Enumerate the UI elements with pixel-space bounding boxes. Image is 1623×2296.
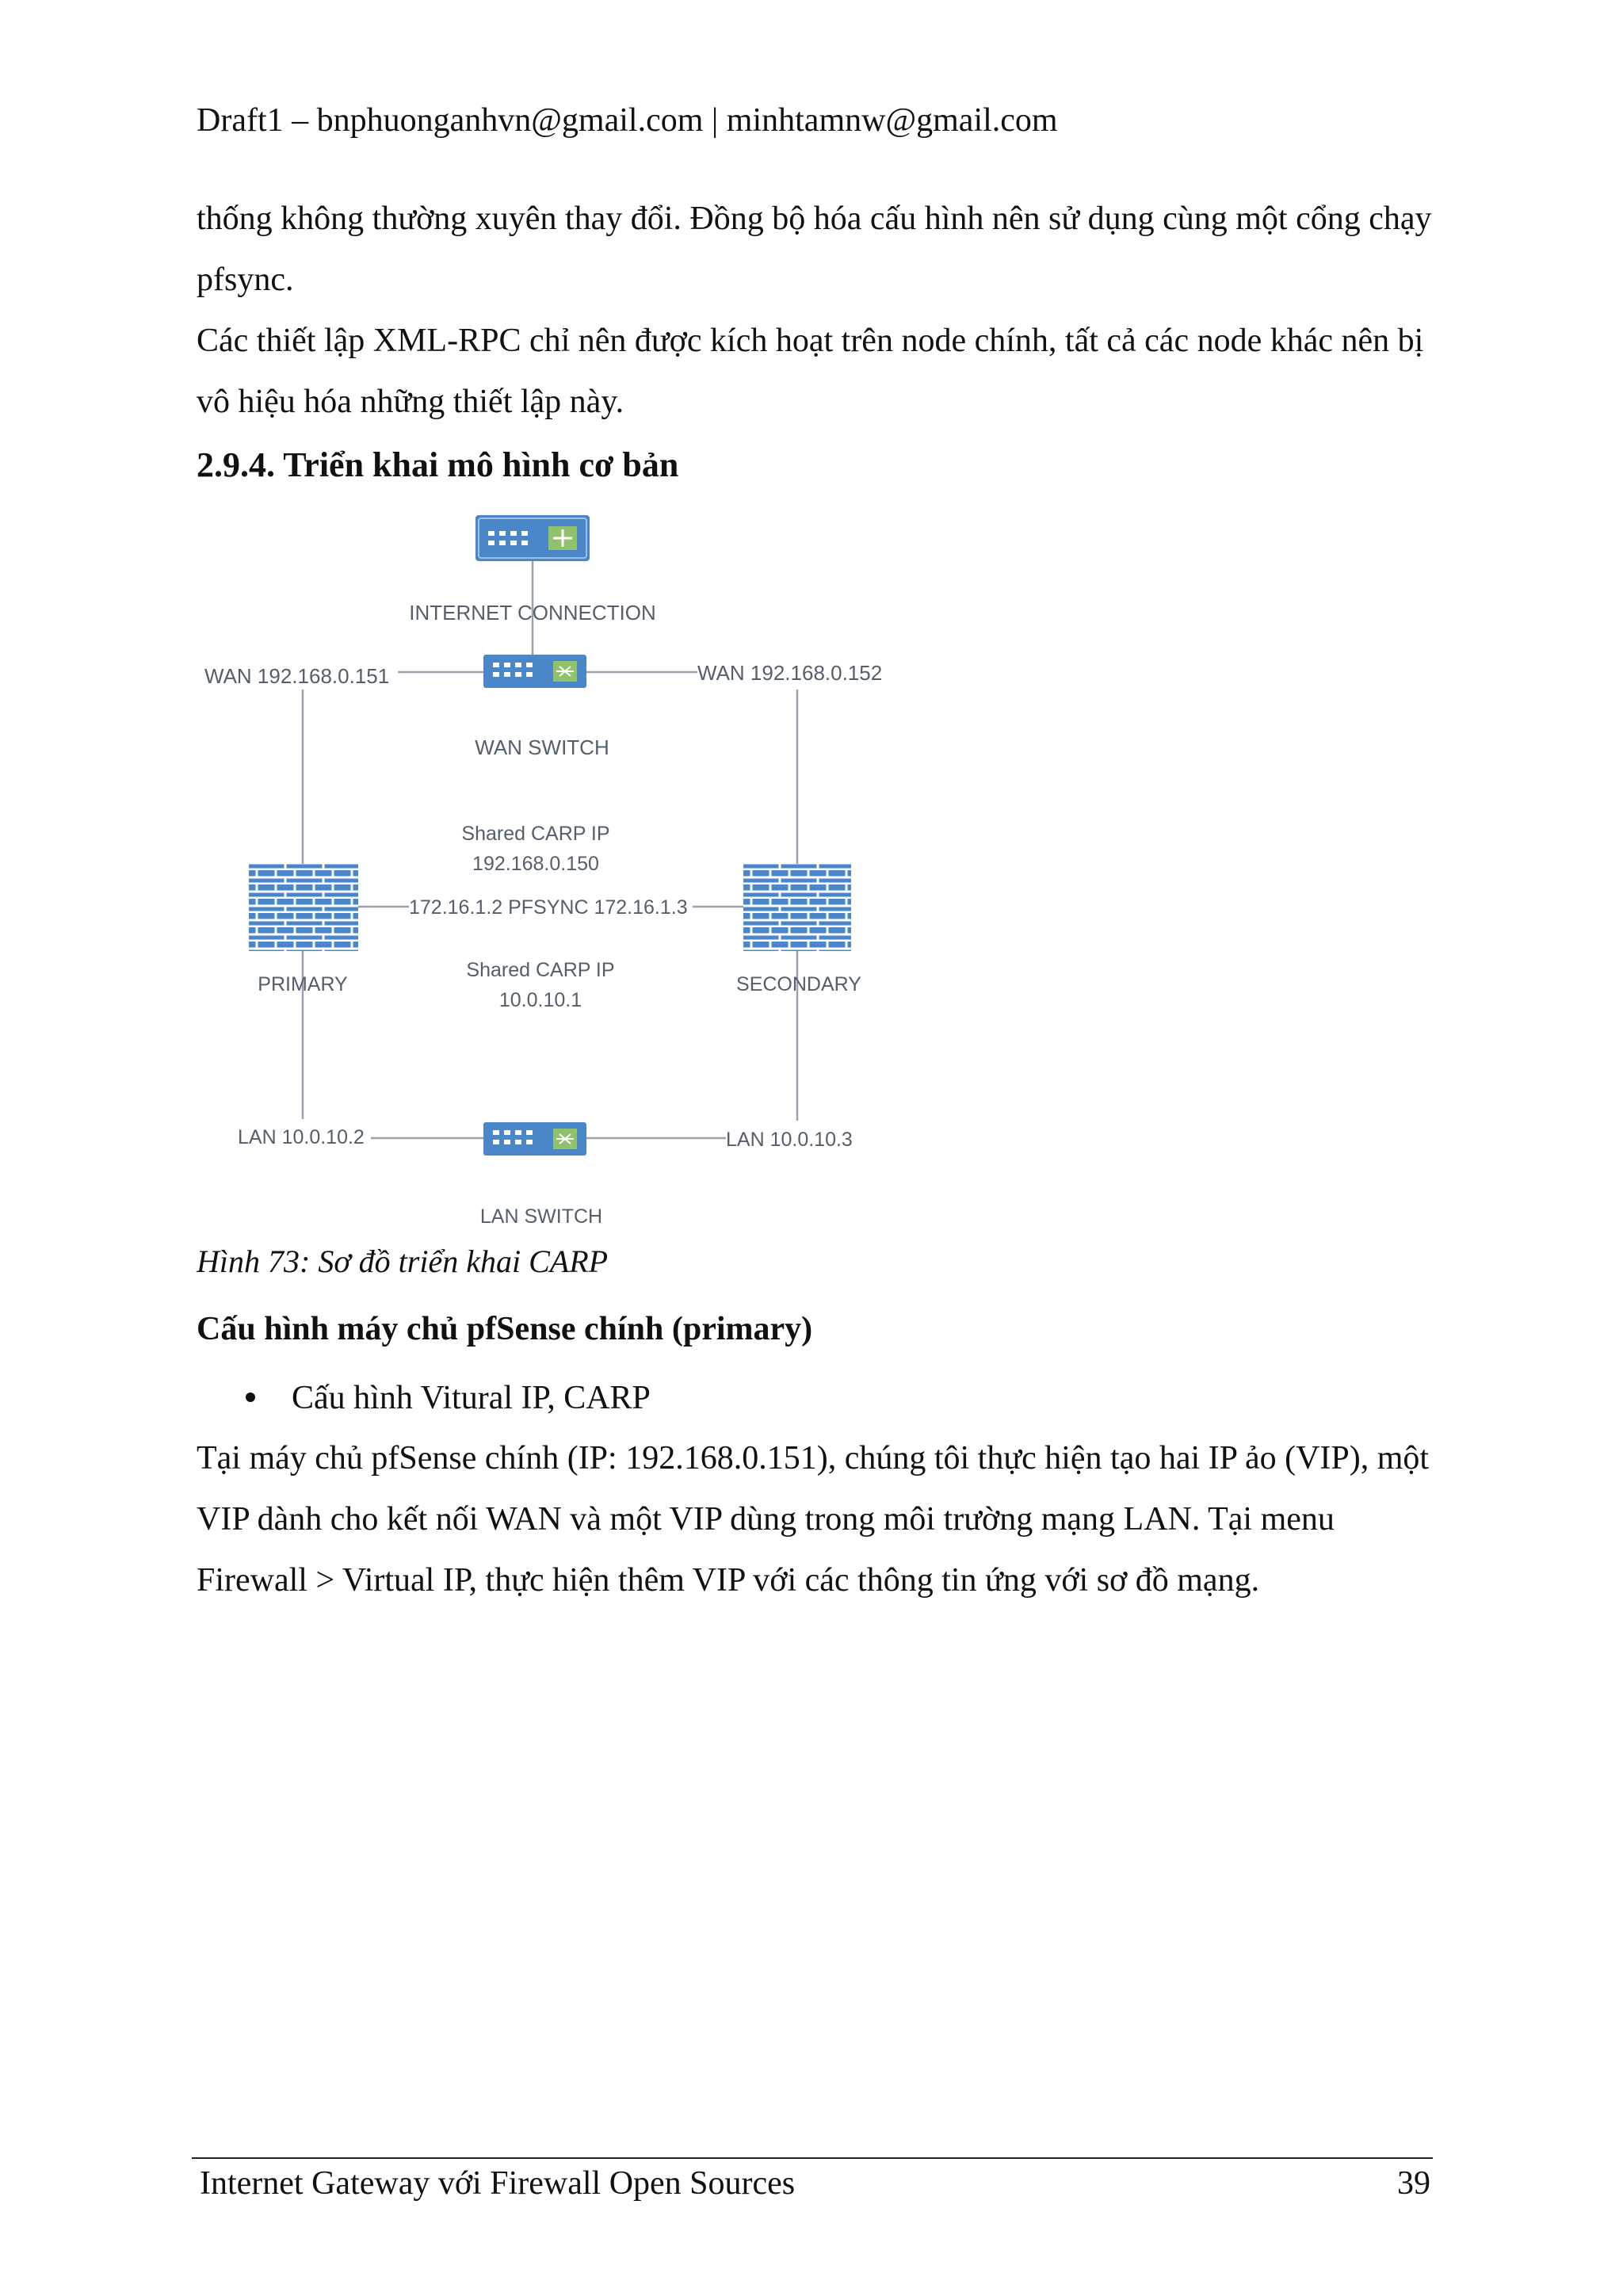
carp-diagram (190, 499, 919, 1236)
page-header: Draft1 – bnphuonganhvn@gmail.com | minhtamnw@gmail.com (197, 102, 1058, 139)
section-heading: 2.9.4. Triển khai mô hình cơ bản (197, 445, 679, 484)
secondary-firewall-icon (743, 864, 851, 951)
page-number: 39 (1397, 2165, 1430, 2202)
lan-switch-icon (483, 1122, 586, 1156)
primary-label: PRIMARY (258, 973, 348, 995)
lan-primary-label: LAN 10.0.10.2 (238, 1126, 365, 1148)
wan-switch-label: WAN SWITCH (475, 735, 609, 759)
subheading-primary-config: Cấu hình máy chủ pfSense chính (primary) (197, 1311, 813, 1347)
bullet-item (246, 1373, 651, 1423)
shared-carp-wan-title: Shared CARP IP (461, 823, 610, 845)
internet-router-icon (475, 515, 590, 561)
bullet-icon (246, 1392, 255, 1402)
paragraph-pfsync: thống không thường xuyên thay đổi. Đồng bộ hóa cấu hình nên sử dụng cùng một cổng chạy pfsync. (197, 201, 1432, 298)
paragraph-xmlrpc: Các thiết lập XML-RPC chỉ nên được kích hoạt trên node chính, tất cả các node khác nên bị vô hiệu hóa những thiết lập này. (197, 323, 1424, 420)
secondary-label: SECONDARY (736, 973, 861, 995)
footer-title: Internet Gateway với Firewall Open Sources (200, 2165, 796, 2202)
pfsync-link-label: 172.16.1.2 PFSYNC 172.16.1.3 (409, 896, 688, 919)
lan-switch-label: LAN SWITCH (479, 1205, 603, 1228)
shared-carp-lan-ip: 10.0.10.1 (498, 989, 582, 1011)
paragraph-vip-setup: Tại máy chủ pfSense chính (IP: 192.168.0.151), chúng tôi thực hiện tạo hai IP ảo (VIP), một VIP dành cho kết nối WAN và một VIP dùng trong môi trường mạng LAN. Tại menu Firewall > Virtual IP, thực hiện thêm VIP với các thông tin ứng với sơ đồ mạng. (197, 1440, 1430, 1599)
shared-carp-wan-ip: 192.168.0.150 (472, 853, 599, 875)
shared-carp-lan-title: Shared CARP IP (466, 959, 615, 981)
connection-lines (303, 560, 797, 1138)
wan-switch-icon (483, 655, 586, 688)
wan-secondary-label: WAN 192.168.0.152 (697, 661, 883, 685)
bullet-item-text: Cấu hình Vitural IP, CARP (292, 1380, 651, 1416)
footer-divider (192, 2157, 1433, 2159)
internet-connection-label: INTERNET CONNECTION (409, 601, 656, 625)
lan-secondary-label: LAN 10.0.10.3 (726, 1129, 853, 1151)
primary-firewall-icon (249, 864, 358, 951)
figure-caption: Hình 73: Sơ đồ triển khai CARP (197, 1244, 609, 1279)
wan-primary-label: WAN 192.168.0.151 (204, 664, 390, 688)
